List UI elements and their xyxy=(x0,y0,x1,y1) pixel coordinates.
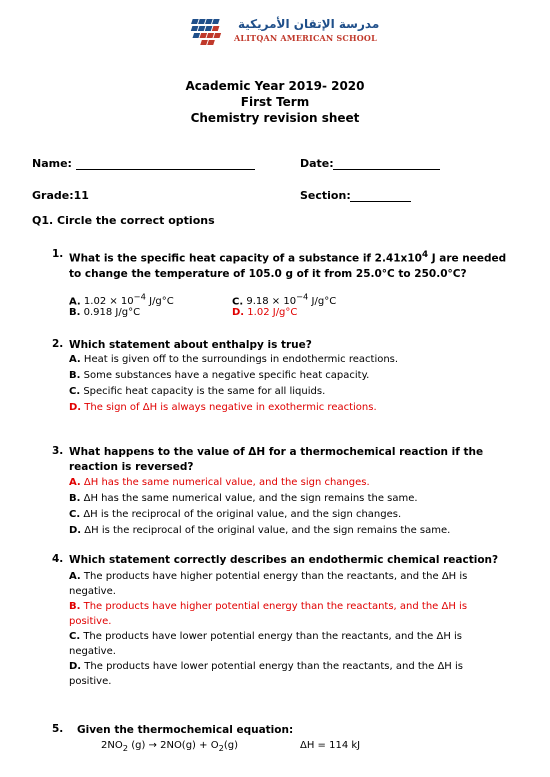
option-3c[interactable]: C. ΔH is the reciprocal of the original value, and the sign changes. xyxy=(69,509,402,520)
option-4b-correct[interactable]: B. The products have higher potential energy than the reactants, and the ΔH is positive. xyxy=(69,601,468,627)
option-4c[interactable]: C. The products have lower potential energy than the reactants, and the ΔH is negative. xyxy=(69,631,463,657)
section-label: Section: xyxy=(300,189,351,202)
option-4d[interactable]: D. The products have lower potential energy than the reactants, and the ΔH is positive. xyxy=(69,661,463,687)
option-3d[interactable]: D. ΔH is the reciprocal of the original value, and the sign remains the same. xyxy=(69,525,451,536)
question-number: 1. xyxy=(52,248,64,260)
academic-year: Academic Year 2019- 2020 xyxy=(185,79,365,93)
grade-label: Grade:11 xyxy=(32,189,89,202)
date-label: Date: xyxy=(300,157,334,170)
section-field[interactable] xyxy=(350,201,411,202)
school-logo-icon xyxy=(183,18,229,48)
option-1c[interactable]: C. $9.18 \times 10^{-4}$ J/g°C xyxy=(232,292,337,308)
option-1d-correct[interactable]: D. 1.02 J/g°C xyxy=(232,307,298,318)
sheet-title: Chemistry revision sheet xyxy=(190,111,360,125)
question-text: What is the specific heat capacity of a substance if $2.41x10^4$ J are needed to change the temperature of 105.0 g of it from 25.0°C to 250.0°C? xyxy=(69,250,507,280)
option-2d-correct[interactable]: D. The sign of ΔH is always negative in exothermic reactions. xyxy=(69,402,377,413)
option-3a-correct[interactable]: A. ΔH has the same numerical value, and the sign changes. xyxy=(69,477,370,488)
question-number: 2. xyxy=(52,338,64,350)
option-1b[interactable]: B. 0.918 J/g°C xyxy=(69,307,141,318)
school-name-arabic: مدرسة الإتقان الأمريكية xyxy=(238,17,380,31)
term: First Term xyxy=(240,95,310,109)
option-4a[interactable]: A. The products have higher potential energy than the reactants, and the ΔH is negative. xyxy=(69,571,468,597)
name-label: Name: xyxy=(32,157,72,170)
option-2c[interactable]: C. Specific heat capacity is the same for all liquids. xyxy=(69,386,326,397)
section-heading: Q1. Circle the correct options xyxy=(32,214,215,227)
question-text: Given the thermochemical equation: xyxy=(77,724,294,736)
option-3b[interactable]: B. ΔH has the same numerical value, and the sign remains the same. xyxy=(69,493,418,504)
question-text: What happens to the value of ΔH for a thermochemical reaction if the reaction is reversed? xyxy=(69,446,484,473)
question-number: 5. xyxy=(52,723,64,735)
option-1a[interactable]: A. $1.02 \times 10^{-4}$ J/g°C xyxy=(69,292,174,308)
option-2a[interactable]: A. Heat is given off to the surroundings in endothermic reactions. xyxy=(69,354,399,365)
question-number: 4. xyxy=(52,553,64,565)
school-name-english: ALITQAN AMERICAN SCHOOL xyxy=(234,33,377,43)
question-text: Which statement correctly describes an endothermic chemical reaction? xyxy=(69,554,499,566)
question-text: Which statement about enthalpy is true? xyxy=(69,339,312,351)
enthalpy-value: ΔH = 114 kJ xyxy=(300,740,361,751)
date-field[interactable] xyxy=(333,169,440,170)
question-number: 3. xyxy=(52,445,64,457)
thermochemical-equation: $2NO_2$ $(g) \to 2NO(g) + O_2(g)$ xyxy=(101,740,239,753)
option-2b[interactable]: B. Some substances have a negative specific heat capacity. xyxy=(69,370,370,381)
name-field[interactable] xyxy=(76,169,255,170)
